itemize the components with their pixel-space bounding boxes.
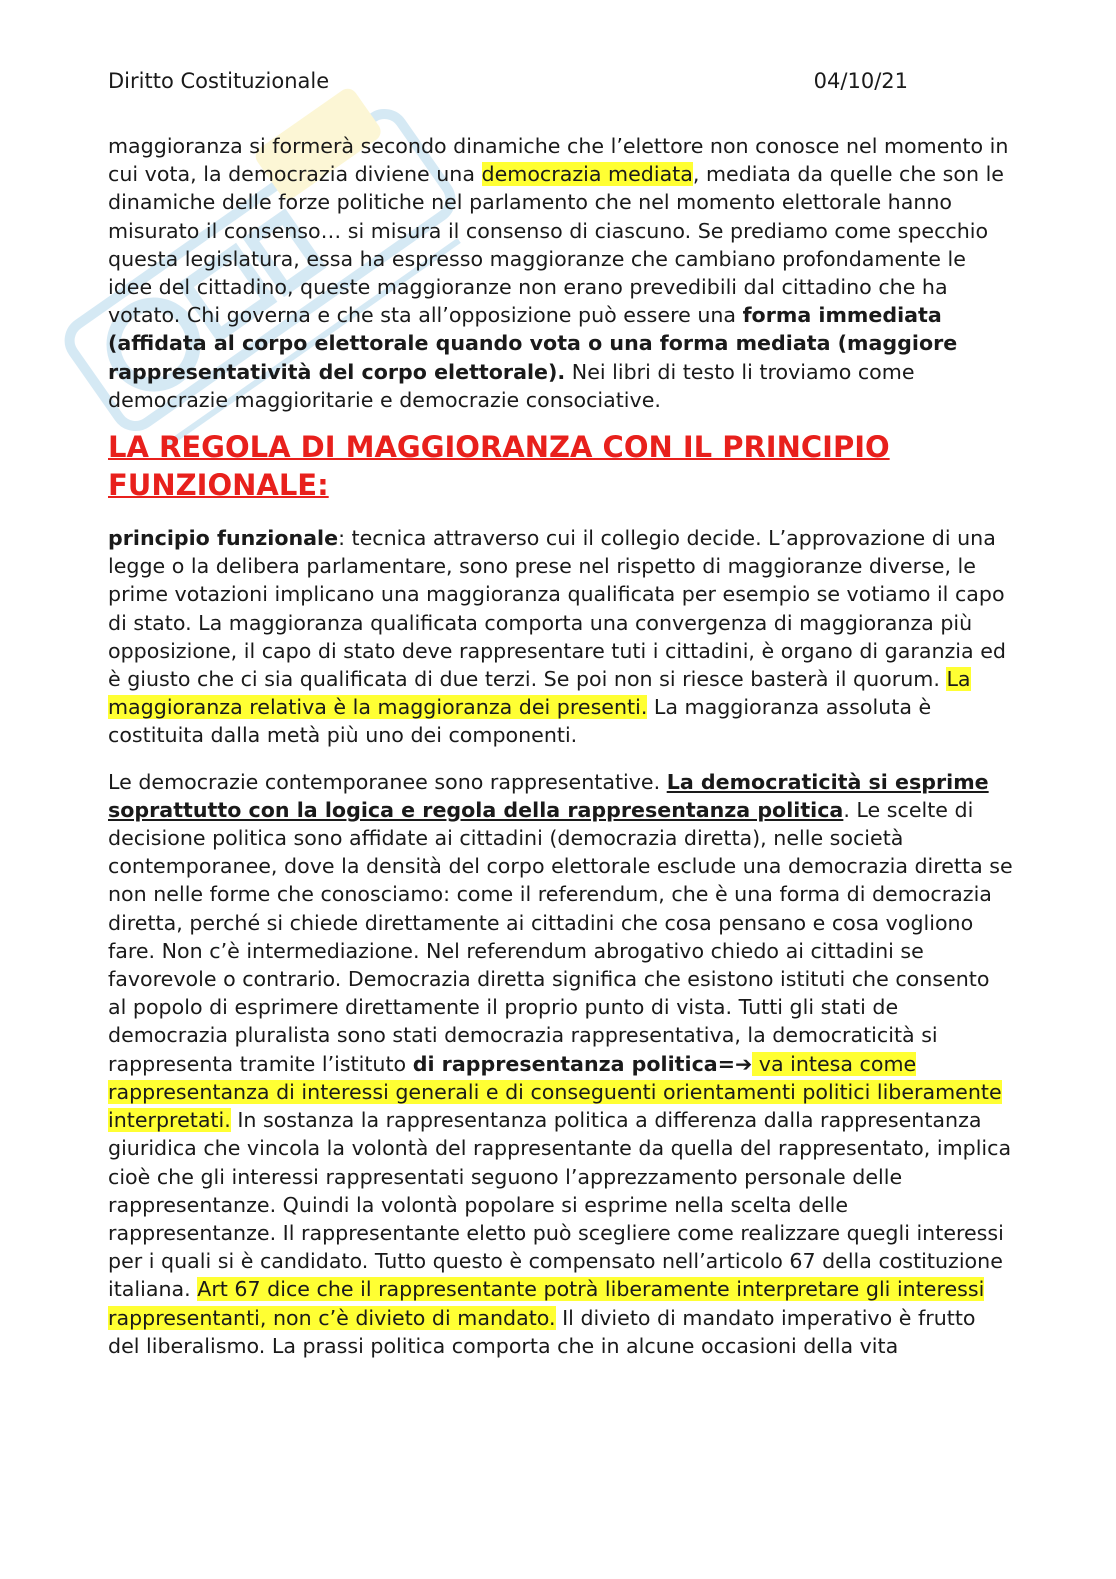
text-run: In sostanza la rappresentanza politica a differenza dalla rappresentanza giuridica che vincola la volontà del rappresentante da quella del rappresentato, implica cioè che gli interessi rappresentati seguono l’apprezzamento personale delle rappresentanze. Quindi la volontà popolare si esprime nella scelta delle rappresentanze. Il rappresentante eletto può scegliere come realizzare quegli interessi per i quali si è candidato. Tutto questo è compensato nell’articolo 67 della costituzione italiana.: [108, 1108, 1012, 1302]
document-date: 04/10/21: [813, 69, 908, 93]
text-run: La maggioranza assoluta è costituita dalla metà più uno dei componenti.: [108, 695, 932, 748]
text-run: , mediata da quelle che son le dinamiche delle forze politiche nel parlamento che nel momento elettorale hanno misurato il consenso… si misura il consenso di ciascuno. Se prediamo come specchio questa legislatura, essa ha espresso maggioranze che cambiano profondamente le idee del cittadino, queste maggioranze non erano prevedibili dal cittadino che ha votato. Chi governa e che sta all’opposizione può essere una: [108, 162, 1004, 328]
highlighted-text: democrazia mediata: [481, 162, 693, 187]
text-run: Nei libri di testo li troviamo come democrazie maggioritarie e democrazie consociative.: [108, 359, 915, 412]
text-run: maggioranza si formerà secondo dinamiche che l’elettore non conosce nel momento in cui vota, la democrazia diviene una: [108, 134, 1009, 187]
bold-text: forma immediata (affidata al corpo elettorale quando vota o una forma mediata (maggiore rappresentatività del corpo elettorale).: [108, 303, 958, 384]
text-run: : tecnica attraverso cui il collegio decide. L’approvazione di una legge o la delibera parlamentare, sono prese nel rispetto di maggioranze diverse, le prime votazioni implicano una maggioranza qualificata per esempio se votiamo il capo di stato. La maggioranza qualificata comporta una convergenza di maggioranza più opposizione, il capo di stato deve rappresentare tuti i cittadini, è organo di garanzia ed è giusto che ci sia qualificata di due terzi. Se poi non si riesce basterà il quorum.: [108, 526, 1006, 692]
document-title: Diritto Costituzionale: [108, 69, 330, 93]
bold-underlined-text: La democraticità si esprime soprattutto con la logica e regola della rappresentanza politica: [108, 769, 989, 822]
page-header: [108, 68, 908, 94]
document-body: [108, 132, 1013, 1360]
text-run: Le democrazie contemporanee sono rappresentative.: [108, 769, 667, 794]
highlighted-text: La maggioranza relativa è la maggioranza dei presenti.: [108, 667, 971, 720]
bold-text: principio funzionale: [108, 526, 339, 551]
paragraph-3: [108, 768, 1013, 1360]
paragraph-2: [108, 524, 1013, 750]
section-heading: LA REGOLA DI MAGGIORANZA CON IL PRINCIPIO FUNZIONALE:: [108, 430, 890, 503]
highlighted-text: Art 67 dice che il rappresentante potrà liberamente interpretare gli interessi rappresentanti, non c’è divieto di mandato.: [108, 1277, 985, 1330]
text-run: Il divieto di mandato imperativo è frutto del liberalismo. La prassi politica comporta che in alcune occasioni della vita: [108, 1305, 976, 1358]
highlighted-text: va intesa come rappresentanza di interessi generali e di conseguenti orientamenti politici liberamente interpretati.: [108, 1051, 1002, 1133]
bold-text: di rappresentanza politica: [412, 1051, 718, 1076]
paragraph-1: [108, 132, 1013, 414]
arrow-icon: =➔: [717, 1051, 753, 1076]
text-run: . Le scelte di decisione politica sono affidate ai cittadini (democrazia diretta), nelle società contemporanee, dove la densità del corpo elettorale esclude una democrazia diretta se non nelle forme che conosciamo: come il referendum, che è una forma di democrazia diretta, perché si chiede direttamente ai cittadini che cosa pensano e cosa vogliono fare. Non c’è intermediazione. Nel referendum abrogativo chiedo ai cittadini se favorevole o contrario. Democrazia diretta significa che esistono istituti che consento al popolo di esprimere direttamente il proprio punto di vista. Tutti gli stati de democrazia pluralista sono stati democrazia rappresentativa, la democraticità si rappresenta tramite l’istituto: [108, 797, 1013, 1076]
